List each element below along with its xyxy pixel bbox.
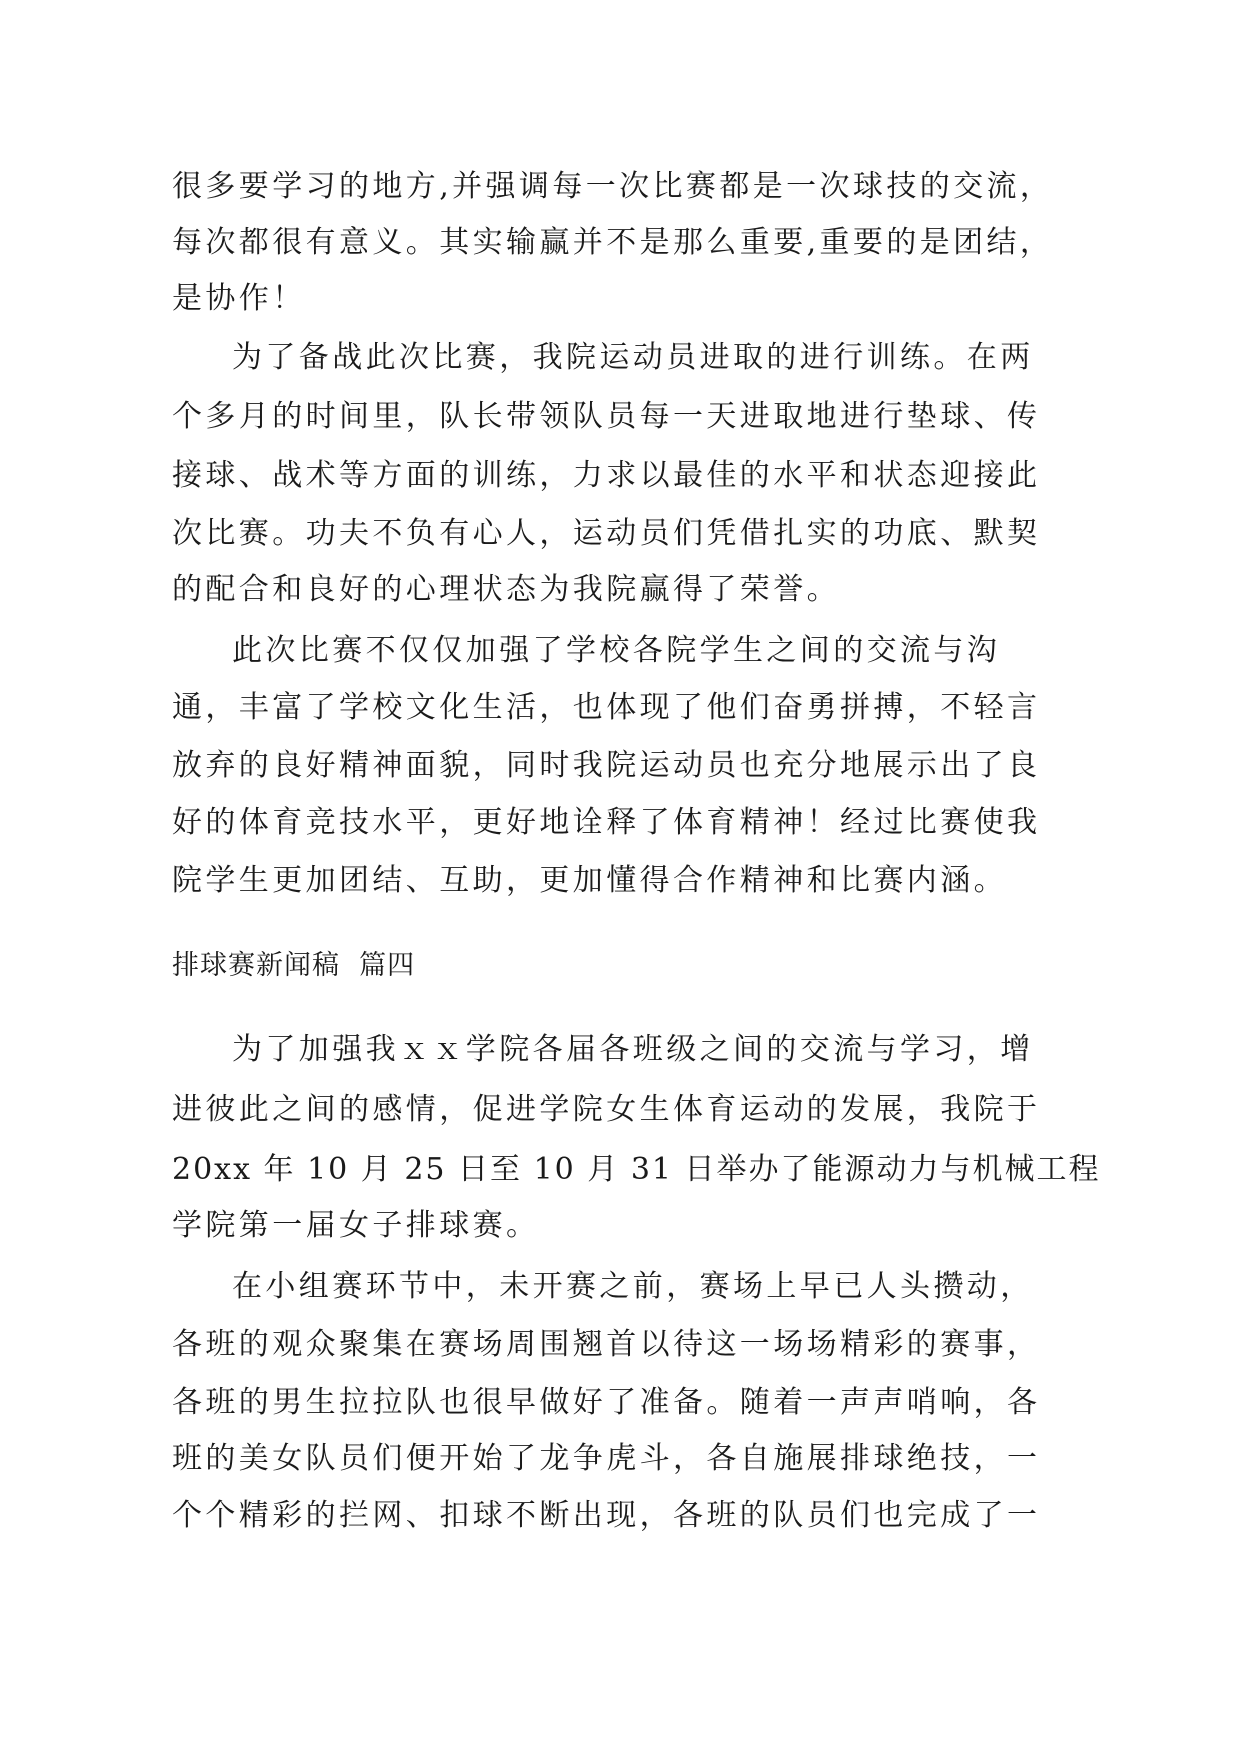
text-line: 接球、战术等方面的训练，力求以最佳的水平和状态迎接此 (172, 458, 1041, 493)
text-line: 为了加强我ｘｘ学院各届各班级之间的交流与学习，增 (232, 1032, 1034, 1067)
text-line: 放弃的良好精神面貌，同时我院运动员也充分地展示出了良 (172, 748, 1041, 783)
text-line: 各班的男生拉拉队也很早做好了准备。随着一声声哨响，各 (172, 1385, 1041, 1420)
text-line: 院学生更加团结、互助，更加懂得合作精神和比赛内涵。 (172, 863, 1007, 898)
text-line: 很多要学习的地方,并强调每一次比赛都是一次球技的交流， (172, 169, 1054, 204)
text-line: 此次比赛不仅仅加强了学校各院学生之间的交流与沟 (232, 633, 1001, 668)
text-line: 学院第一届女子排球赛。 (172, 1208, 540, 1243)
text-line: 进彼此之间的感情，促进学院女生体育运动的发展，我院于 (172, 1092, 1041, 1127)
text-line: 每次都很有意义。其实输赢并不是那么重要,重要的是团结， (172, 225, 1054, 260)
text-line: 的配合和良好的心理状态为我院赢得了荣誉。 (172, 572, 840, 607)
text-line: 好的体育竞技水平，更好地诠释了体育精神！经过比赛使我 (172, 805, 1041, 840)
text-line: 是协作！ (172, 281, 306, 316)
text-line: 个个精彩的拦网、扣球不断出现，各班的队员们也完成了一 (172, 1498, 1041, 1533)
text-line: 20xx 年 10 月 25 日至 10 月 31 日举办了能源动力与机械工程 (172, 1152, 1101, 1187)
text-line: 次比赛。功夫不负有心人，运动员们凭借扎实的功底、默契 (172, 516, 1041, 551)
section-heading: 排球赛新闻稿 篇四 (172, 950, 416, 981)
text-line: 个多月的时间里，队长带领队员每一天进取地进行垫球、传 (172, 399, 1041, 434)
text-line: 通，丰富了学校文化生活，也体现了他们奋勇拼搏，不轻言 (172, 690, 1041, 725)
text-line: 为了备战此次比赛，我院运动员进取的进行训练。在两 (232, 340, 1034, 375)
text-line: 班的美女队员们便开始了龙争虎斗，各自施展排球绝技，一 (172, 1441, 1041, 1476)
text-line: 各班的观众聚集在赛场周围翘首以待这一场场精彩的赛事， (172, 1327, 1041, 1362)
text-line: 在小组赛环节中，未开赛之前，赛场上早已人头攒动， (232, 1269, 1034, 1304)
